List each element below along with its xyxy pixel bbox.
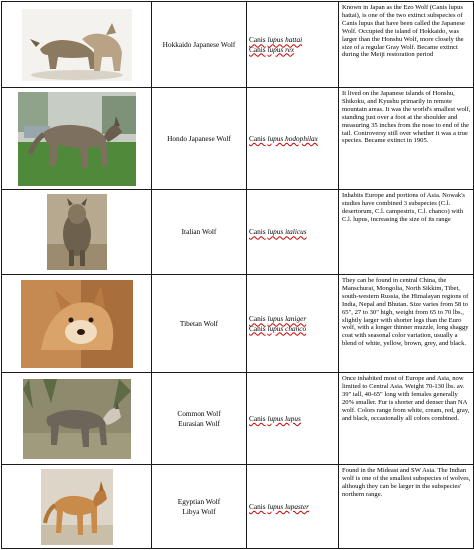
scientific-name-cell <box>247 465 339 549</box>
table-row <box>2 190 474 275</box>
description-cell: Known in Japan as the Ezo Wolf (Canis lupus hattai), is one of the two extinct subspecies of Canis lupus that have been called the Japanese Wolf. Occupied the island of Hokkaido, was larger than the Honshu Wolf, more closely the size of a regular Gray Wolf. Became extinct during the Meiji restoration period <box>339 2 474 88</box>
wolf-walking-photo-icon <box>47 194 107 270</box>
common-name: Tibetan Wolf <box>179 318 219 328</box>
wolf-image-cell <box>2 88 152 190</box>
scientific-name: Canis lupus laniger <box>249 314 307 324</box>
scientific-name: Canis lupus rex <box>249 44 295 54</box>
wolf-image-cell <box>2 2 152 88</box>
common-name-cell <box>152 190 247 275</box>
scientific-name: Canis lupus hattai <box>249 35 303 45</box>
description-cell: It lived on the Japanese islands of Honshu, Shikoku, and Kyushu primarily in remote mountain areas. It was the world's smallest wolf, standing just over a foot at the shoulder and measuring 35 inches from the nose to end of the tail. Controversy still over whether it was a true species. Became extinct in 1905. <box>339 88 474 190</box>
scientific-name-cell <box>247 190 339 275</box>
wolf-pair-photo-icon <box>22 9 132 81</box>
common-name: Hondo Japanese Wolf <box>167 133 231 143</box>
wolf-image-cell <box>2 465 152 549</box>
common-name-cell <box>152 465 247 549</box>
description-cell: Found in the Mideast and SW Asia. The Indian wolf is one of the smallest subspecies of wolves, although they can be larger in the subspecies' northern range. <box>339 465 474 549</box>
scientific-name-cell <box>247 373 339 465</box>
scientific-name-cell <box>247 88 339 190</box>
description-cell: They can be found in central China, the Manschurai, Mongolia, North Sikkim, Tibet, south-western Russia, the Himalayan regions of India, Nepal and Bhutan. Size varies from 58 to 65", 27 to 30" high, weight from 65 to 70 lbs., slightly larger with shorter legs than the Euro wolf, with a longer thinner muzzle, long shaggy coat with seasonal color variation, usually a blend of white, yellow, brown, grey, and black. <box>339 275 474 373</box>
description-cell: Inhabits Europe and portions of Asia. Nowak's studies have combined 3 subspecies (C.l. desertorum, C.l. campestris, C.l. chanco) with C.l. lupus, increasing the size of its range <box>339 190 474 275</box>
wolf-image-cell <box>2 275 152 373</box>
scientific-name: Canis lupus lupaster <box>249 501 310 511</box>
common-name-cell <box>152 2 247 88</box>
scientific-name: Canis lupus italicus <box>249 227 307 237</box>
wolf-subspecies-table <box>1 1 474 549</box>
common-name: Egyptian Wolf <box>177 497 221 507</box>
table-row <box>2 465 474 549</box>
wolf-image-cell <box>2 373 152 465</box>
common-name-cell <box>152 88 247 190</box>
wolf-on-grass-photo-icon <box>18 92 136 186</box>
wolf-head-photo-icon <box>21 280 133 368</box>
scientific-name-cell <box>247 2 339 88</box>
scientific-name: Canis lupus chanco <box>249 323 307 333</box>
scientific-name-cell <box>247 275 339 373</box>
common-name: Common Wolf <box>177 409 221 419</box>
common-name-alt: Libya Wolf <box>182 506 216 516</box>
table-row <box>2 373 474 465</box>
table-row <box>2 2 474 88</box>
description-cell: Once inhabited most of Europe and Asia, now limited to Central Asia. Weight 70-130 lbs. av. 39" tall, 40-65" long with females generally 20% smaller. Fur is shorter and denser than NA wolf. Colors range from white, cream, red, gray, and black, occasionally all colors combined. <box>339 373 474 465</box>
common-name-cell <box>152 373 247 465</box>
wolf-standing-photo-icon <box>41 469 113 545</box>
common-name-cell <box>152 275 247 373</box>
common-name: Italian Wolf <box>181 227 217 237</box>
table-row <box>2 275 474 373</box>
scientific-name: Canis lupus lupus <box>249 413 301 423</box>
scientific-name: Canis lupus hodophilax <box>249 133 318 143</box>
wolf-in-brush-photo-icon <box>23 379 131 459</box>
wolf-image-cell <box>2 190 152 275</box>
common-name-alt: Eurasian Wolf <box>178 418 220 428</box>
table-row <box>2 88 474 190</box>
common-name: Hokkaido Japanese Wolf <box>162 39 236 49</box>
